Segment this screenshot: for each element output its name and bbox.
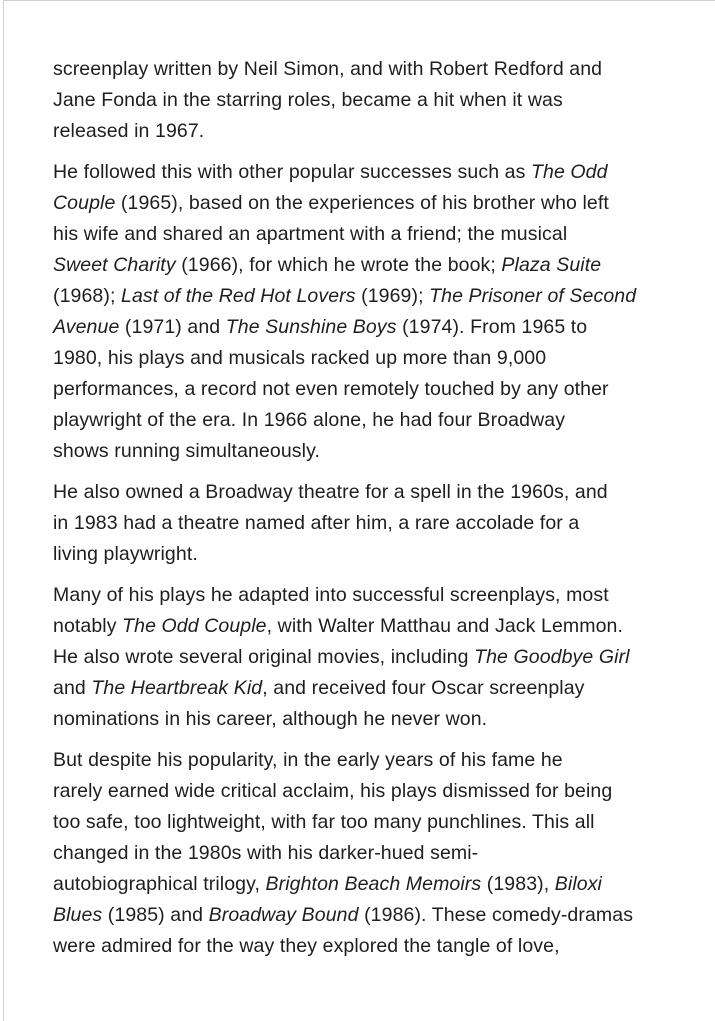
paragraph xyxy=(53,157,693,467)
text-line xyxy=(53,776,693,807)
text-segment: , with Walter Matthau and Jack Lemmon. xyxy=(266,615,623,637)
italic-title: Brighton Beach Memoirs xyxy=(265,873,482,895)
italic-title: Blues xyxy=(53,904,103,926)
text-segment: changed in the 1980s with his darker-hued semi- xyxy=(53,842,479,864)
paragraph xyxy=(53,745,693,962)
text-segment: He also owned a Broadway theatre for a spell in the 1960s, and xyxy=(53,481,608,503)
paragraph xyxy=(53,54,693,147)
text-line xyxy=(53,219,693,250)
text-segment: 1980, his plays and musicals racked up more than 9,000 xyxy=(53,347,547,369)
text-line xyxy=(53,405,693,436)
text-line xyxy=(53,838,693,869)
text-line xyxy=(53,745,693,776)
text-segment: his wife and shared an apartment with a friend; the musical xyxy=(53,223,568,245)
text-segment: (1968); xyxy=(53,285,122,307)
text-segment: screenplay written by Neil Simon, and with Robert Redford and xyxy=(53,58,603,80)
text-segment: in 1983 had a theatre named after him, a rare accolade for a xyxy=(53,512,580,534)
italic-title: Last of the Red Hot Lovers xyxy=(121,285,356,307)
text-segment: But despite his popularity, in the early years of his fame he xyxy=(53,749,563,771)
text-segment: (1974). From 1965 to xyxy=(396,316,588,338)
italic-title: The Odd Couple xyxy=(122,615,267,637)
text-line xyxy=(53,900,693,931)
text-line xyxy=(53,312,693,343)
italic-title: The Prisoner of Second xyxy=(429,285,637,307)
italic-title: Biloxi xyxy=(554,873,602,895)
text-segment: , and received four Oscar screenplay xyxy=(262,677,585,699)
text-segment: (1966), for which he wrote the book; xyxy=(175,254,502,276)
text-line xyxy=(53,704,693,735)
document-page xyxy=(3,0,715,1021)
text-segment: (1985) and xyxy=(102,904,209,926)
text-line xyxy=(53,281,693,312)
text-line xyxy=(53,85,693,116)
text-segment: Many of his plays he adapted into successful screenplays, most xyxy=(53,584,609,606)
text-line xyxy=(53,869,693,900)
text-segment: released in 1967. xyxy=(53,120,205,142)
italic-title: Avenue xyxy=(53,316,120,338)
italic-title: Sweet Charity xyxy=(53,254,176,276)
italic-title: The Sunshine Boys xyxy=(225,316,397,338)
text-line xyxy=(53,673,693,704)
text-segment: notably xyxy=(53,615,123,637)
paragraph xyxy=(53,477,693,570)
text-line xyxy=(53,54,693,85)
text-segment: and xyxy=(53,677,92,699)
text-segment: (1969); xyxy=(355,285,430,307)
text-segment: He also wrote several original movies, including xyxy=(53,646,475,668)
text-line xyxy=(53,580,693,611)
text-segment: were admired for the way they explored the tangle of love, xyxy=(53,935,560,957)
italic-title: The Goodbye Girl xyxy=(474,646,630,668)
text-segment: playwright of the era. In 1966 alone, he had four Broadway xyxy=(53,409,566,431)
text-segment: (1971) and xyxy=(119,316,226,338)
text-segment: autobiographical trilogy, xyxy=(53,873,266,895)
text-line xyxy=(53,116,693,147)
text-segment: He followed this with other popular successes such as xyxy=(53,161,531,183)
text-segment: Jane Fonda in the starring roles, became a hit when it was xyxy=(53,89,563,111)
italic-title: The Heartbreak Kid xyxy=(91,677,263,699)
text-line xyxy=(53,508,693,539)
text-line xyxy=(53,188,693,219)
text-line xyxy=(53,539,693,570)
italic-title: Plaza Suite xyxy=(501,254,602,276)
text-line xyxy=(53,157,693,188)
text-segment: (1965), based on the experiences of his brother who left xyxy=(115,192,609,214)
text-line xyxy=(53,343,693,374)
text-segment: (1986). These comedy-dramas xyxy=(358,904,634,926)
text-segment: performances, a record not even remotely touched by any other xyxy=(53,378,609,400)
text-segment: rarely earned wide critical acclaim, his plays dismissed for being xyxy=(53,780,613,802)
text-segment: shows running simultaneously. xyxy=(53,440,321,462)
text-line xyxy=(53,642,693,673)
text-line xyxy=(53,436,693,467)
text-line xyxy=(53,374,693,405)
text-line xyxy=(53,611,693,642)
text-line xyxy=(53,931,693,962)
paragraph xyxy=(53,580,693,735)
text-segment: (1983), xyxy=(481,873,555,895)
italic-title: The Odd xyxy=(530,161,608,183)
text-line xyxy=(53,477,693,508)
text-line xyxy=(53,250,693,281)
text-segment: too safe, too lightweight, with far too many punchlines. This all xyxy=(53,811,595,833)
text-segment: living playwright. xyxy=(53,543,198,565)
text-line xyxy=(53,807,693,838)
italic-title: Broadway Bound xyxy=(208,904,359,926)
text-segment: nominations in his career, although he never won. xyxy=(53,708,488,730)
italic-title: Couple xyxy=(53,192,116,214)
article-body xyxy=(53,54,693,972)
